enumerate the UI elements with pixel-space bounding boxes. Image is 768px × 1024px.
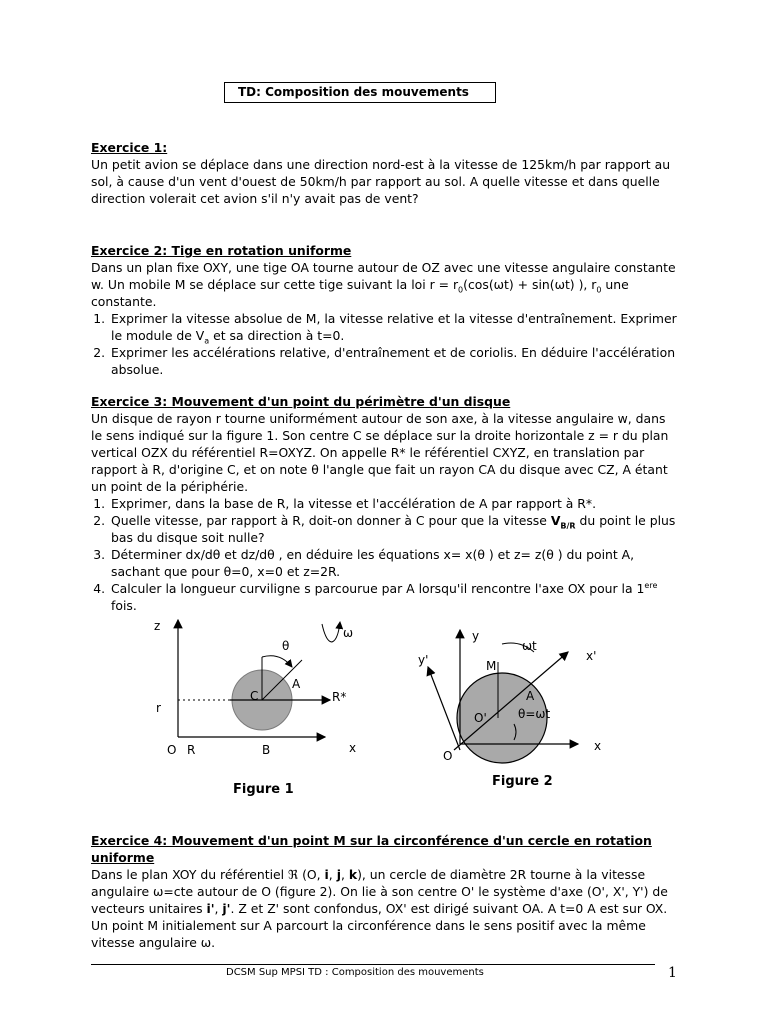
figure-1-caption: Figure 1 (233, 782, 294, 797)
list-item: 1. Exprimer la vitesse absolue de M, la vitesse relative et la vitesse d'entraînement. Exprimer le module de $V_a$ et sa direction à t=0. (109, 310, 679, 344)
label-O: O (167, 743, 177, 757)
figure-1 (140, 612, 370, 772)
label-B: B (262, 743, 271, 757)
list-item: 4. Calculer la longueur curviligne s parcourue par A lorsqu'il rencontre l'axe OX pour la 1ere fois. (109, 580, 679, 614)
exercise-4-text: Dans le plan XOY du référentiel ℜ (O, i, j, k), un cercle de diamètre 2R tourne à la vitesse angulaire ω=cte autour de O (figure 2). On lie à son centre O' le système d'axe (O', X', Y') de vecteurs unitaires i', j'. Z et Z' sont confondus, OX' est dirigé suivant OA. A t=0 A est sur OX. Un point M initialement sur A parcourt la circonférence dans le sens positif avec la même vitesse angulaire ω. (91, 867, 668, 950)
label-xprime: x' (586, 649, 597, 663)
exercise-2-list (91, 310, 679, 378)
label-A: A (292, 677, 301, 691)
list-item: 2. Exprimer les accélérations relative, d'entraînement et de coriolis. En déduire l'accélération absolue. (109, 344, 679, 378)
exercise-3-intro: Un disque de rayon r tourne uniformément autour de son axe, à la vitesse angulaire w, dans le sens indiqué sur la figure 1. Son centre C se déplace sur la droite horizontale z = r du plan vertical OZX du référentiel R=OXYZ. On appelle R* le référentiel CXYZ, en translation par rapport à R, d'origine C, et on note θ l'angle que fait un rayon CA du disque avec CZ, A étant un point de la périphérie. (91, 411, 669, 494)
figure-2 (410, 622, 620, 777)
omega-arrow (322, 622, 340, 642)
exercise-3-title: Exercice 3: Mouvement d'un point du périmètre d'un disque (91, 394, 511, 409)
label-Oprime: O' (474, 711, 487, 725)
exercise-4 (91, 832, 679, 951)
exercise-2-title: Exercice 2: Tige en rotation uniforme (91, 243, 352, 258)
label-yprime: y' (418, 653, 429, 667)
label-O: O (443, 749, 453, 763)
label-R: R (187, 743, 196, 757)
exercise-2 (91, 242, 679, 378)
label-theta: θ=ωt (518, 707, 551, 721)
label-M: M (486, 659, 497, 673)
label-theta: θ (282, 639, 290, 653)
footer-text: DCSM Sup MPSI TD : Composition des mouvements (226, 967, 484, 978)
label-y: y (472, 629, 480, 643)
exercise-2-intro: Dans un plan fixe OXY, une tige OA tourne autour de OZ avec une vitesse angulaire constante w. Un mobile M se déplace sur cette tige suivant la loi $r = r_0(\cos(\omega t) + \sin(\omega t)$ ), $r_0$ une constante. (91, 260, 676, 309)
page-title: TD: Composition des mouvements (224, 82, 496, 103)
page-number: 1 (668, 965, 677, 981)
list-item: 1. Exprimer, dans la base de R, la vitesse et l'accélération de A par rapport à R*. (109, 495, 679, 512)
list-item: 2. Quelle vitesse, par rapport à R, doit-on donner à C pour que la vitesse $V_{B/R}$ du point le plus bas du disque soit nulle? (109, 512, 679, 546)
label-omegat: ωt (522, 639, 537, 653)
exercise-1-text: Un petit avion se déplace dans une direction nord-est à la vitesse de 125km/h par rapport au sol, à cause d'un vent d'ouest de 50km/h par rapport au sol. A quelle vitesse et dans quelle direction volerait cet avion s'il n'y avait pas de vent? (91, 157, 671, 206)
exercise-3 (91, 393, 679, 614)
footer-divider (91, 964, 655, 965)
exercise-4-title: Exercice 4: Mouvement d'un point M sur la circonférence d'un cercle en rotation uniforme (91, 833, 652, 865)
label-A: A (526, 689, 535, 703)
label-x: x (349, 741, 357, 755)
label-Rstar: R* (332, 690, 347, 704)
label-C: C (250, 689, 259, 703)
label-z: z (154, 619, 161, 633)
exercise-1-title: Exercice 1: (91, 140, 168, 155)
theta-arc (262, 656, 292, 667)
label-omega: ω (343, 626, 354, 640)
list-item: 3. Déterminer dx/dθ et dz/dθ , en déduire les équations x= x(θ ) et z= z(θ ) du point A, sachant que pour θ=0, x=0 et z=2R. (109, 546, 679, 580)
label-x: x (594, 739, 602, 753)
label-r: r (156, 701, 161, 715)
yprime-axis (428, 667, 460, 750)
exercise-3-list (91, 495, 679, 614)
exercise-1 (91, 139, 679, 207)
figure-2-caption: Figure 2 (492, 774, 553, 789)
